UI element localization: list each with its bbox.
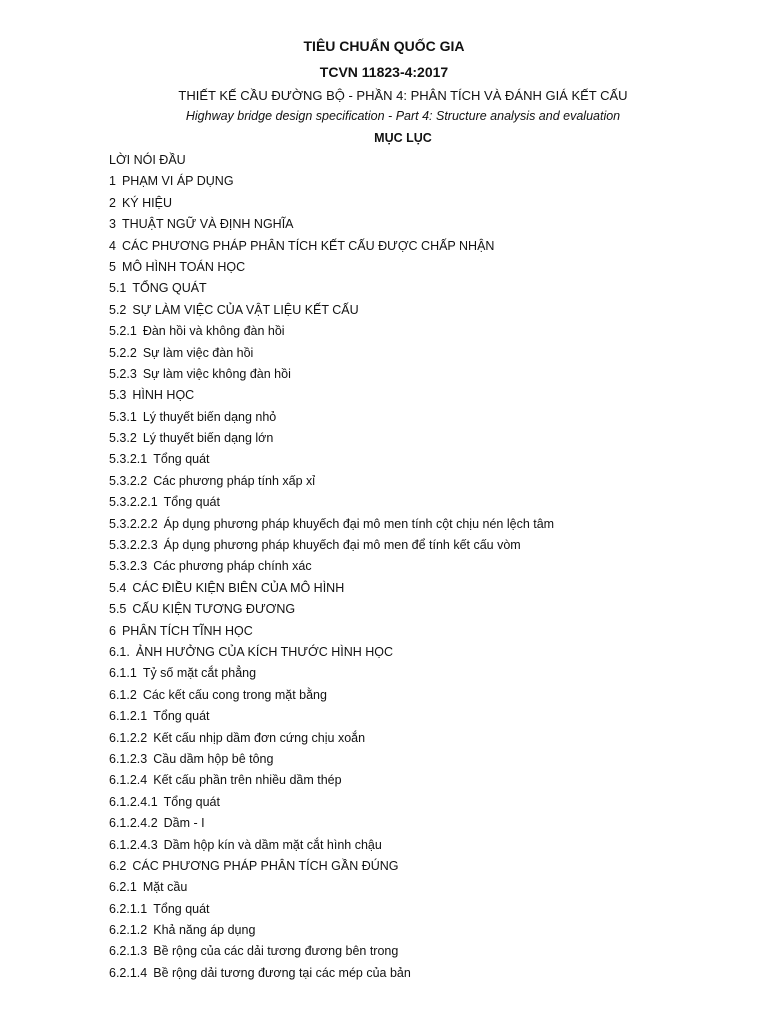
toc-entry-number: 6.2.1.1 <box>109 901 148 916</box>
toc-entry-number: 6.2 <box>109 858 127 873</box>
toc-entry-title: HÌNH HỌC <box>132 388 195 403</box>
toc-entry[interactable] <box>109 407 748 428</box>
toc-entry[interactable] <box>109 278 748 299</box>
toc-entry-title: Đàn hồi và không đàn hồi <box>142 324 285 339</box>
toc-entry-number: 5.1 <box>109 281 127 296</box>
toc-entry-number: 6.1.2.3 <box>109 751 148 766</box>
toc-entry[interactable] <box>109 193 748 214</box>
toc-entry[interactable] <box>109 236 748 257</box>
toc-entry-title: Kết cấu phần trên nhiều dầm thép <box>153 773 342 788</box>
toc-entry-number: 5.2.3 <box>109 366 137 381</box>
toc-entry-number: 6.1. <box>109 644 130 659</box>
toc-entry-number: 6.2.1.4 <box>109 965 148 980</box>
toc-entry-title: Lý thuyết biến dạng lớn <box>142 431 274 446</box>
toc-entry[interactable] <box>109 685 748 706</box>
toc-entry[interactable] <box>109 364 748 385</box>
toc-entry-number: 6.2.1 <box>109 880 137 895</box>
toc-entry[interactable] <box>109 621 748 642</box>
toc-entry-title: Áp dụng phương pháp khuyếch đại mô men tính cột chịu nén lệch tâm <box>163 516 555 531</box>
toc-entry[interactable] <box>109 343 748 364</box>
toc-entry[interactable] <box>109 599 748 620</box>
toc-entry-number: 5.3.1 <box>109 409 137 424</box>
toc-entry-title: CÁC ĐIỀU KIỆN BIÊN CỦA MÔ HÌNH <box>132 580 345 595</box>
toc-entry[interactable] <box>109 535 748 556</box>
toc-entry-title: Khả năng áp dụng <box>153 923 256 938</box>
toc-entry-number: 5.5 <box>109 602 127 617</box>
toc-entry-title: CÁC PHƯƠNG PHÁP PHÂN TÍCH KẾT CẤU ĐƯỢC CHẤP NHẬN <box>121 238 495 253</box>
toc-entry[interactable] <box>109 428 748 449</box>
toc-entry-title: Mặt cầu <box>142 880 188 895</box>
toc-entry-number: 5.4 <box>109 580 127 595</box>
toc-entry-number: 5.3.2.2.2 <box>109 516 158 531</box>
toc-entry[interactable] <box>109 835 748 856</box>
toc-entry[interactable] <box>109 492 748 513</box>
toc-entry-number: 5.3.2.2.3 <box>109 538 158 553</box>
toc-entry[interactable] <box>109 749 748 770</box>
toc-entry-number: 6.1.2.2 <box>109 730 148 745</box>
toc-entry-title: Dầm - I <box>163 816 205 831</box>
toc-entry-number: 6 <box>109 623 116 638</box>
toc-entry-number: 5.2.2 <box>109 345 137 360</box>
toc-entry[interactable] <box>109 792 748 813</box>
toc-entry[interactable] <box>109 514 748 535</box>
toc-entry-title: Tổng quát <box>153 901 210 916</box>
toc-entry-title: SỰ LÀM VIỆC CỦA VẬT LIỆU KẾT CẤU <box>132 302 359 317</box>
toc-entry[interactable] <box>109 257 748 278</box>
toc-entry-title: PHÂN TÍCH TĨNH HỌC <box>121 623 253 638</box>
toc-entry-title: Các phương pháp tính xấp xỉ <box>153 473 316 488</box>
toc-entry-title: Tổng quát <box>153 452 210 467</box>
toc-entry-number: 6.1.2 <box>109 687 137 702</box>
toc-entry-title: Bề rộng của các dải tương đương bên trong <box>153 944 399 959</box>
toc-entry[interactable] <box>109 663 748 684</box>
toc-entry-title: Sự làm việc không đàn hồi <box>142 366 291 381</box>
toc-entry-number: 6.1.2.1 <box>109 709 148 724</box>
toc-entry[interactable] <box>109 728 748 749</box>
toc-entry-number: 5 <box>109 259 116 274</box>
toc-entry-number: 5.2 <box>109 302 127 317</box>
toc-entry-title: LỜI NÓI ĐẦU <box>109 153 186 167</box>
toc-entry[interactable] <box>109 920 748 941</box>
toc-entry-number: 5.3.2 <box>109 431 137 446</box>
toc-entry[interactable] <box>109 642 748 663</box>
toc-entry[interactable] <box>109 321 748 342</box>
toc-entry[interactable] <box>109 171 748 192</box>
toc-entry-title: Lý thuyết biến dạng nhỏ <box>142 409 277 424</box>
toc-entry[interactable] <box>109 899 748 920</box>
toc-entry-title: Các kết cấu cong trong mặt bằng <box>142 687 327 702</box>
toc-entry-title: TỔNG QUÁT <box>132 281 207 296</box>
toc-entry[interactable] <box>109 963 748 984</box>
toc-entry-title: MÔ HÌNH TOÁN HỌC <box>121 259 246 274</box>
toc-entry-title: Tổng quát <box>163 495 220 510</box>
toc-entry-number: 6.2.1.3 <box>109 944 148 959</box>
toc-entry-title: KÝ HIỆU <box>121 195 172 210</box>
toc-entry-title: Áp dụng phương pháp khuyếch đại mô men để tính kết cấu vòm <box>163 538 521 553</box>
toc-entry-number: 6.1.2.4 <box>109 773 148 788</box>
toc-entry-title: Kết cấu nhịp dầm đơn cứng chịu xoắn <box>153 730 366 745</box>
toc-entry-number: 1 <box>109 174 116 189</box>
toc-entry-number: 5.2.1 <box>109 324 137 339</box>
toc-entry-title: CÁC PHƯƠNG PHÁP PHÂN TÍCH GẦN ĐÚNG <box>132 858 399 873</box>
toc-entry-number: 5.3.2.2.1 <box>109 495 158 510</box>
toc-entry[interactable] <box>109 578 748 599</box>
toc-entry-number: 5.3.2.1 <box>109 452 148 467</box>
table-of-contents <box>109 150 748 984</box>
toc-entry-title: THUẬT NGỮ VÀ ĐỊNH NGHĨA <box>121 217 294 232</box>
toc-entry-title: Tổng quát <box>163 794 220 809</box>
toc-entry-number: 6.1.2.4.1 <box>109 794 158 809</box>
toc-entry[interactable] <box>109 471 748 492</box>
toc-entry-title: Sự làm việc đàn hồi <box>142 345 254 360</box>
toc-entry-number: 6.1.2.4.3 <box>109 837 158 852</box>
toc-entry[interactable] <box>109 214 748 235</box>
toc-entry-title: Tỷ số mặt cắt phẳng <box>142 666 257 681</box>
toc-entry[interactable] <box>109 300 748 321</box>
toc-entry[interactable] <box>109 449 748 470</box>
toc-entry[interactable] <box>109 385 748 406</box>
toc-entry-title: Dầm hộp kín và dầm mặt cắt hình chậu <box>163 837 382 852</box>
toc-entry-title: Bề rộng dải tương đương tại các mép của bản <box>153 965 411 980</box>
toc-entry-number: 2 <box>109 195 116 210</box>
standard-title-en: Highway bridge design specification - Part 4: Structure analysis and evaluation <box>185 109 621 123</box>
standard-title-vi: THIẾT KẾ CẦU ĐƯỜNG BỘ - PHẦN 4: PHÂN TÍCH VÀ ĐÁNH GIÁ KẾT CẤU <box>178 88 628 103</box>
toc-entry-number: 3 <box>109 217 116 232</box>
toc-entry[interactable] <box>109 556 748 577</box>
toc-entry-title: ẢNH HƯỞNG CỦA KÍCH THƯỚC HÌNH HỌC <box>135 644 394 659</box>
toc-heading: MỤC LỤC <box>374 131 432 145</box>
toc-entry[interactable] <box>109 877 748 898</box>
toc-entry-number: 5.3.2.3 <box>109 559 148 574</box>
toc-entry-title: CẤU KIỆN TƯƠNG ĐƯƠNG <box>132 602 296 617</box>
toc-entry-title: Cầu dầm hộp bê tông <box>153 751 274 766</box>
toc-entry[interactable] <box>109 150 748 171</box>
toc-entry-number: 5.3 <box>109 388 127 403</box>
toc-entry[interactable] <box>109 813 748 834</box>
toc-entry[interactable] <box>109 770 748 791</box>
standard-heading: TIÊU CHUẨN QUỐC GIA <box>303 38 465 54</box>
toc-entry-number: 6.2.1.2 <box>109 923 148 938</box>
toc-entry-title: Tổng quát <box>153 709 210 724</box>
toc-entry-number: 5.3.2.2 <box>109 473 148 488</box>
toc-entry-title: PHẠM VI ÁP DỤNG <box>121 174 234 189</box>
toc-entry-number: 4 <box>109 238 116 253</box>
toc-entry-title: Các phương pháp chính xác <box>153 559 312 574</box>
toc-entry[interactable] <box>109 856 748 877</box>
toc-entry[interactable] <box>109 941 748 962</box>
toc-entry-number: 6.1.2.4.2 <box>109 816 158 831</box>
toc-entry[interactable] <box>109 706 748 727</box>
standard-code: TCVN 11823-4:2017 <box>319 64 449 80</box>
toc-entry-number: 6.1.1 <box>109 666 137 681</box>
